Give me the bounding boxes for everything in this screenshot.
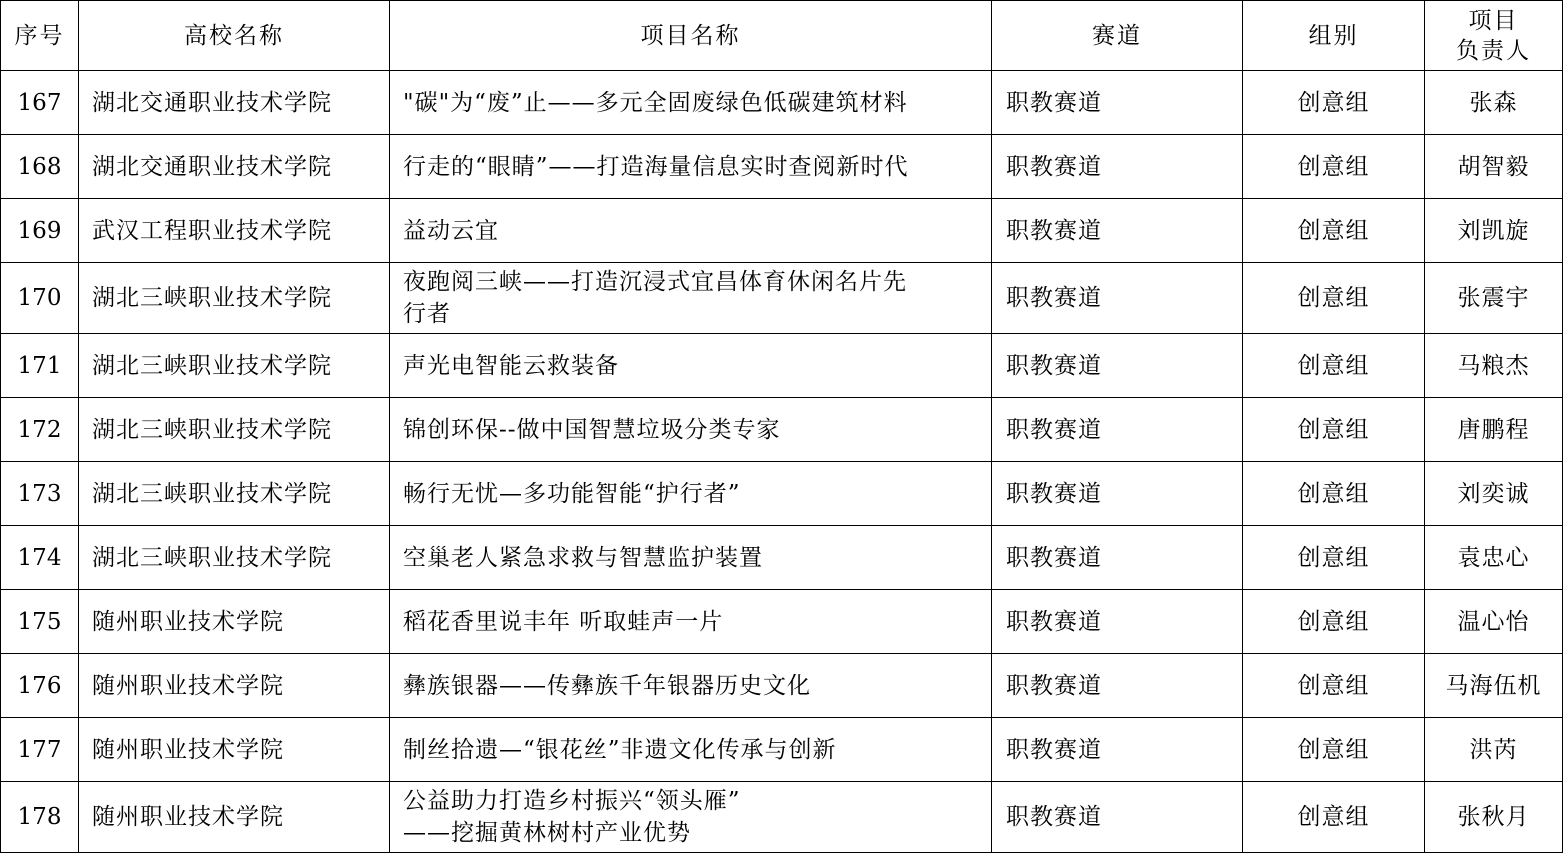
- row-no: 170: [1, 263, 79, 334]
- row-project: [390, 199, 992, 263]
- row-leader: 胡智毅: [1425, 135, 1563, 199]
- row-leader: 张森: [1425, 71, 1563, 135]
- row-school: 随州职业技术学院: [79, 590, 390, 654]
- row-track: 职教赛道: [992, 263, 1243, 334]
- row-school: 湖北三峡职业技术学院: [79, 462, 390, 526]
- row-project-line2: ——挖掘黄林树村产业优势: [403, 820, 691, 846]
- row-project-line1: 制丝拾遗—“银花丝”非遗文化传承与创新: [403, 736, 837, 763]
- header-no: 序号: [1, 1, 79, 71]
- row-school: 湖北三峡职业技术学院: [79, 334, 390, 398]
- header-leader: [1425, 1, 1563, 71]
- row-school: 随州职业技术学院: [79, 782, 390, 853]
- row-no: 168: [1, 135, 79, 199]
- row-leader: 马粮杰: [1425, 334, 1563, 398]
- row-no: 173: [1, 462, 79, 526]
- header-group: 组别: [1243, 1, 1425, 71]
- row-track: 职教赛道: [992, 199, 1243, 263]
- row-school: 随州职业技术学院: [79, 654, 390, 718]
- row-leader: 张秋月: [1425, 782, 1563, 853]
- row-track: 职教赛道: [992, 526, 1243, 590]
- row-school: 湖北三峡职业技术学院: [79, 263, 390, 334]
- row-group: 创意组: [1243, 398, 1425, 462]
- table-row: [1, 718, 1563, 782]
- row-track: 职教赛道: [992, 590, 1243, 654]
- row-project-line1: "碳"为“废”止——多元全固废绿色低碳建筑材料: [403, 89, 908, 116]
- row-project-line1: 空巢老人紧急求救与智慧监护装置: [403, 544, 763, 571]
- row-project-line1: 锦创环保--做中国智慧垃圾分类专家: [403, 416, 781, 443]
- row-no: 172: [1, 398, 79, 462]
- row-project-line1: 声光电智能云救装备: [403, 352, 619, 379]
- row-track: 职教赛道: [992, 654, 1243, 718]
- row-school: 随州职业技术学院: [79, 718, 390, 782]
- row-school: 湖北交通职业技术学院: [79, 135, 390, 199]
- row-project: [390, 263, 992, 334]
- row-leader: 温心怡: [1425, 590, 1563, 654]
- table-row: [1, 526, 1563, 590]
- row-no: 175: [1, 590, 79, 654]
- table-row: [1, 334, 1563, 398]
- row-no: 167: [1, 71, 79, 135]
- header-leader-line2: 负责人: [1456, 37, 1531, 64]
- table-row: [1, 135, 1563, 199]
- table-row: [1, 590, 1563, 654]
- row-no: 171: [1, 334, 79, 398]
- row-project-line1: 公益助力打造乡村振兴“领头雁”: [403, 788, 741, 814]
- row-no: 178: [1, 782, 79, 853]
- row-project-line2: 行者: [403, 301, 451, 327]
- row-group: 创意组: [1243, 135, 1425, 199]
- row-project-line1: 夜跑阅三峡——打造沉浸式宜昌体育休闲名片先: [403, 269, 907, 295]
- header-project: 项目名称: [390, 1, 992, 71]
- row-leader: 刘奕诚: [1425, 462, 1563, 526]
- row-project: [390, 135, 992, 199]
- row-group: 创意组: [1243, 526, 1425, 590]
- row-school: 湖北交通职业技术学院: [79, 71, 390, 135]
- row-track: 职教赛道: [992, 782, 1243, 853]
- row-group: 创意组: [1243, 590, 1425, 654]
- table-row: [1, 199, 1563, 263]
- row-track: 职教赛道: [992, 334, 1243, 398]
- row-group: 创意组: [1243, 782, 1425, 853]
- row-group: 创意组: [1243, 71, 1425, 135]
- row-leader: 袁忠心: [1425, 526, 1563, 590]
- row-leader: 刘凯旋: [1425, 199, 1563, 263]
- row-track: 职教赛道: [992, 398, 1243, 462]
- row-leader: 唐鹏程: [1425, 398, 1563, 462]
- row-project: [390, 71, 992, 135]
- row-group: 创意组: [1243, 654, 1425, 718]
- table-row: [1, 654, 1563, 718]
- row-project-line1: 彝族银器——传彝族千年银器历史文化: [403, 672, 811, 699]
- table-row: [1, 398, 1563, 462]
- row-project-line1: 益动云宜: [403, 217, 499, 244]
- header-row: [1, 1, 1563, 71]
- table-row: [1, 462, 1563, 526]
- row-track: 职教赛道: [992, 135, 1243, 199]
- row-track: 职教赛道: [992, 71, 1243, 135]
- row-leader: 马海伍机: [1425, 654, 1563, 718]
- table-row: [1, 263, 1563, 334]
- row-project: [390, 718, 992, 782]
- row-group: 创意组: [1243, 263, 1425, 334]
- row-track: 职教赛道: [992, 718, 1243, 782]
- row-no: 169: [1, 199, 79, 263]
- row-no: 174: [1, 526, 79, 590]
- row-project: [390, 782, 992, 853]
- row-project-line1: 行走的“眼睛”——打造海量信息实时查阅新时代: [403, 153, 909, 180]
- row-no: 177: [1, 718, 79, 782]
- row-group: 创意组: [1243, 462, 1425, 526]
- row-track: 职教赛道: [992, 462, 1243, 526]
- row-school: 湖北三峡职业技术学院: [79, 398, 390, 462]
- table-row: [1, 782, 1563, 853]
- header-leader-line1: 项目: [1468, 7, 1519, 34]
- row-project: [390, 654, 992, 718]
- row-group: 创意组: [1243, 334, 1425, 398]
- header-track: 赛道: [992, 1, 1243, 71]
- row-school: 武汉工程职业技术学院: [79, 199, 390, 263]
- row-school: 湖北三峡职业技术学院: [79, 526, 390, 590]
- row-leader: 洪芮: [1425, 718, 1563, 782]
- row-project: [390, 398, 992, 462]
- row-leader: 张震宇: [1425, 263, 1563, 334]
- row-project-line1: 稻花香里说丰年 听取蛙声一片: [403, 608, 724, 635]
- table-row: [1, 71, 1563, 135]
- row-project: [390, 462, 992, 526]
- row-project: [390, 526, 992, 590]
- row-project: [390, 590, 992, 654]
- row-no: 176: [1, 654, 79, 718]
- row-group: 创意组: [1243, 718, 1425, 782]
- row-project-line1: 畅行无忧—多功能智能“护行者”: [403, 480, 741, 507]
- header-school: 高校名称: [79, 1, 390, 71]
- row-group: 创意组: [1243, 199, 1425, 263]
- row-project: [390, 334, 992, 398]
